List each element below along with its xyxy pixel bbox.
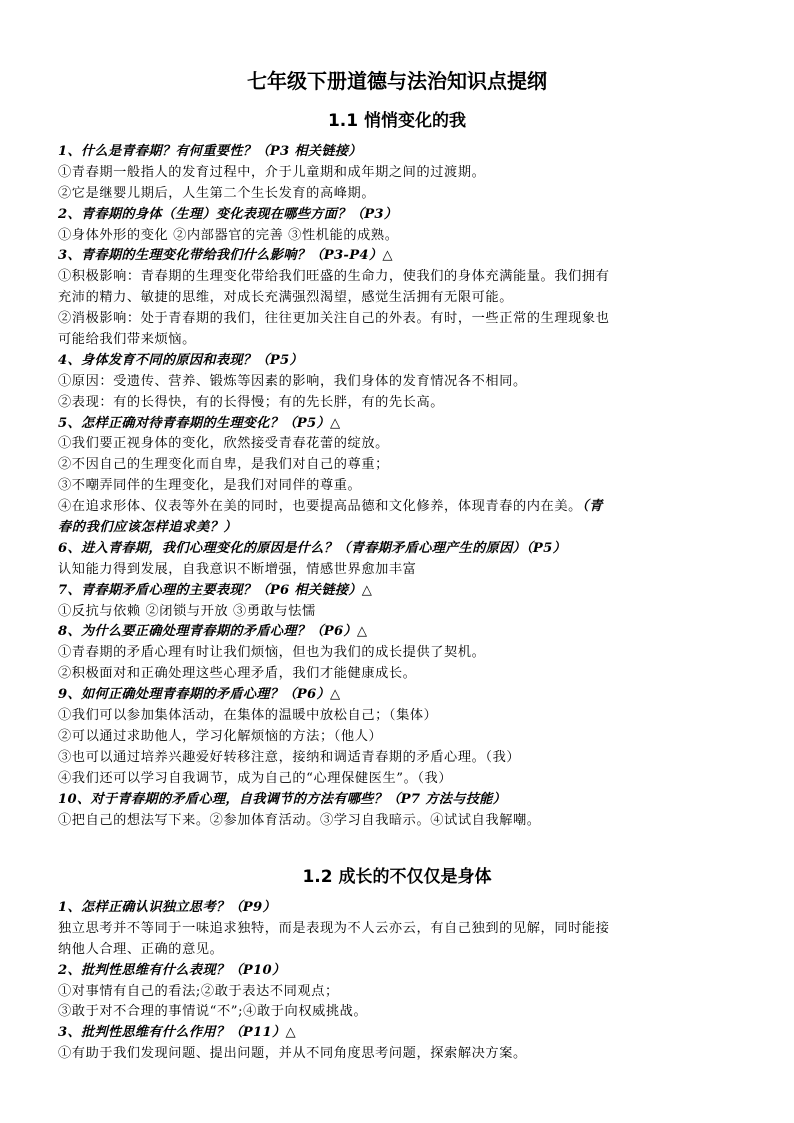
answer-line: ②可以通过求助他人，学习化解烦恼的方法；（他人） xyxy=(58,728,383,744)
answer-line: ①青春期的矛盾心理有时让我们烦恼，但也为我们的成长提供了契机。 xyxy=(58,645,486,661)
question-1-9: 9、如何正确处理青春期的矛盾心理？（P6）△ xyxy=(58,687,341,703)
section-1-title: 1.1 悄悄变化的我 xyxy=(327,111,467,131)
question-1-8: 8、为什么要正确处理青春期的矛盾心理？（P6）△ xyxy=(58,624,368,640)
answer-line: 认知能力得到发展，自我意识不断增强，情感世界愈加丰富 xyxy=(58,561,417,577)
question-1-7: 7、青春期矛盾心理的主要表现？（P6 相关链接）△ xyxy=(58,582,373,598)
question-1-1: 1、什么是青春期？有何重要性？（P3 相关链接） xyxy=(58,144,362,159)
bold-note-continued: 春的我们应该怎样追求美？） xyxy=(58,520,238,536)
document-title: 七年级下册道德与法治知识点提纲 xyxy=(247,69,547,93)
answer-line xyxy=(58,497,738,518)
answer-line: ②它是继婴儿期后，人生第二个生长发育的高峰期。 xyxy=(58,185,376,201)
question-1-3: 3、青春期的生理变化带给我们什么影响？（P3-P4）△ xyxy=(58,248,393,264)
section-1-body xyxy=(58,142,738,831)
answer-line: 充沛的精力、敏捷的思维，对成长充满强烈渴望，感觉生活拥有无限可能。 xyxy=(58,290,513,306)
answer-line: 可能给我们带来烦恼。 xyxy=(58,332,196,348)
answer-line: ①青春期一般指人的发育过程中，介于儿童期和成年期之间的过渡期。 xyxy=(58,164,486,180)
answer-line: ①反抗与依赖 ②闭锁与开放 ③勇敢与怯懦 xyxy=(58,603,316,619)
answer-line: ②消极影响：处于青春期的我们，往往更加关注自己的外表。有时，一些正常的生理现象也 xyxy=(58,311,610,327)
question-1-2: 2、青春期的身体（生理）变化表现在哪些方面？（P3） xyxy=(58,206,398,222)
answer-line: ①把自己的想法写下来。②参加体育活动。③学习自我暗示。④试试自我解嘲。 xyxy=(58,812,541,828)
answer-line: ①对事情有自己的看法;②敢于表达不同观点； xyxy=(58,983,339,999)
answer-line: ③敢于对不合理的事情说“不”;④敢于向权威挑战。 xyxy=(58,1004,368,1020)
bold-note: （青 xyxy=(581,499,603,515)
answer-line: ①原因：受遗传、营养、锻炼等因素的影响，我们身体的发育情况各不相同。 xyxy=(58,373,527,389)
answer-line: ①积极影响：青春期的生理变化带给我们旺盛的生命力，使我们的身体充满能量。我们拥有 xyxy=(58,269,610,285)
answer-line: 独立思考并不等同于一味追求独特，而是表现为不人云亦云，有自己独到的见解，同时能接 xyxy=(58,920,610,936)
question-2-2: 2、批判性思维有什么表现？（P10） xyxy=(58,962,286,978)
answer-line: ②表现：有的长得快，有的长得慢；有的先长胖，有的先长高。 xyxy=(58,394,445,410)
answer-line: ①身体外形的变化 ②内部器官的完善 ③性机能的成熟。 xyxy=(58,227,399,243)
section-2-title: 1.2 成长的不仅仅是身体 xyxy=(302,867,492,887)
question-1-4: 4、身体发育不同的原因和表现？（P5） xyxy=(58,352,303,368)
answer-line: ③不嘲弄同伴的生理变化，是我们对同伴的尊重。 xyxy=(58,478,362,494)
answer-line: ①有助于我们发现问题、提出问题，并从不同角度思考问题，探索解决方案。 xyxy=(58,1046,527,1062)
answer-text: ④在追求形体、仪表等外在美的同时，也要提高品德和文化修养，体现青春的内在美。 xyxy=(58,499,582,515)
answer-line: ④我们还可以学习自我调节，成为自己的“心理保健医生”。（我） xyxy=(58,770,453,786)
question-2-3: 3、批判性思维有什么作用？（P11）△ xyxy=(58,1025,296,1041)
answer-line: 纳他人合理、正确的意见。 xyxy=(58,941,224,957)
answer-line: ②不因自己的生理变化而自卑，是我们对自己的尊重； xyxy=(58,457,389,473)
section-2-body xyxy=(58,898,738,1065)
question-1-10: 10、对于青春期的矛盾心理，自我调节的方法有哪些？（P7 方法与技能） xyxy=(58,791,507,807)
question-1-5: 5、怎样正确对待青春期的生理变化？（P5）△ xyxy=(58,415,341,431)
answer-line: ③也可以通过培养兴趣爱好转移注意，接纳和调适青春期的矛盾心理。（我） xyxy=(58,749,521,765)
answer-line: ②积极面对和正确处理这些心理矛盾，我们才能健康成长。 xyxy=(58,666,417,682)
question-2-1: 1、怎样正确认识独立思考？（P9） xyxy=(58,900,276,915)
answer-line: ①我们可以参加集体活动，在集体的温暖中放松自己；（集体） xyxy=(58,708,438,724)
question-1-6: 6、进入青春期，我们心理变化的原因是什么？（青春期矛盾心理产生的原因）（P5） xyxy=(58,540,567,556)
answer-line: ①我们要正视身体的变化，欣然接受青春花蕾的绽放。 xyxy=(58,436,389,452)
